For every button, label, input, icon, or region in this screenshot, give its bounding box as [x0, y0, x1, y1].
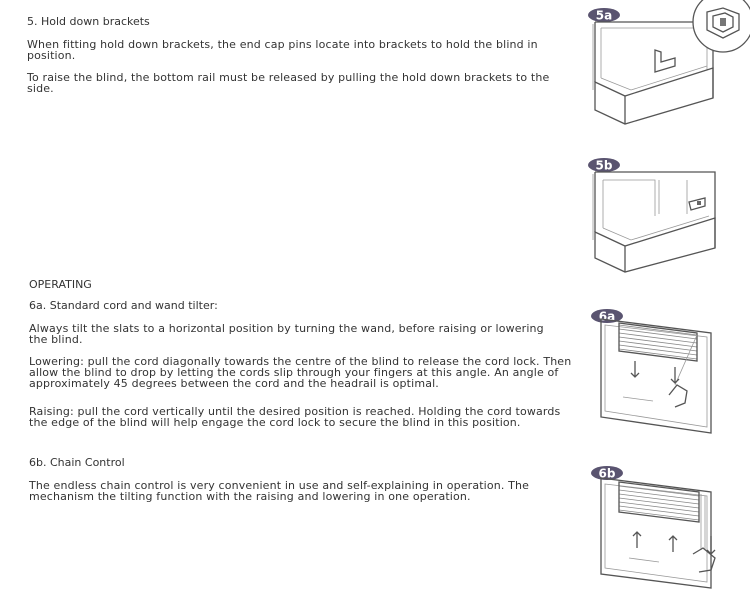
section-6a-heading: 6a. Standard cord and wand tilter: — [29, 299, 218, 312]
operating-heading: OPERATING — [29, 278, 92, 291]
figure-5a-label: 5a — [595, 8, 613, 23]
section-5-paragraph-2: To raise the blind, the bottom rail must be released by pulling the hold down brackets to the side. — [27, 71, 550, 95]
figure-6a-illustration — [583, 305, 750, 437]
figure-6b-label: 6b — [598, 466, 616, 481]
section-6a-paragraph-1: Always tilt the slats to a horizontal position by turning the wand, before raising or lowering the blind. — [29, 322, 544, 346]
figure-6a-label: 6a — [598, 309, 616, 324]
figure-5b-label: 5b — [595, 158, 613, 173]
section-6b-paragraph-1: The endless chain control is very convenient in use and self-explaining in operation. The mechanism the tilting function with the raising and lowering in one operation. — [29, 479, 530, 503]
section-6a-paragraph-2: Lowering: pull the cord diagonally towards the centre of the blind to release the cord lock. Then allow the blind to drop by letting the cords slip through your fingers at this angle. An angle of approximately 45 degrees between the cord and the headrail is optimal. — [29, 355, 572, 390]
figure-5b-illustration — [583, 150, 750, 275]
figure-6b-illustration — [583, 462, 750, 590]
section-6a-paragraph-3: Raising: pull the cord vertically until the desired position is reached. Holding the cord towards the edge of the blind will help engage the cord lock to secure the blind in this position. — [29, 405, 561, 429]
figure-5a-illustration — [583, 0, 750, 128]
section-6b-heading: 6b. Chain Control — [29, 456, 125, 469]
section-5-heading: 5. Hold down brackets — [27, 15, 150, 28]
section-5-paragraph-1: When fitting hold down brackets, the end cap pins locate into brackets to hold the blind in position. — [27, 38, 538, 62]
